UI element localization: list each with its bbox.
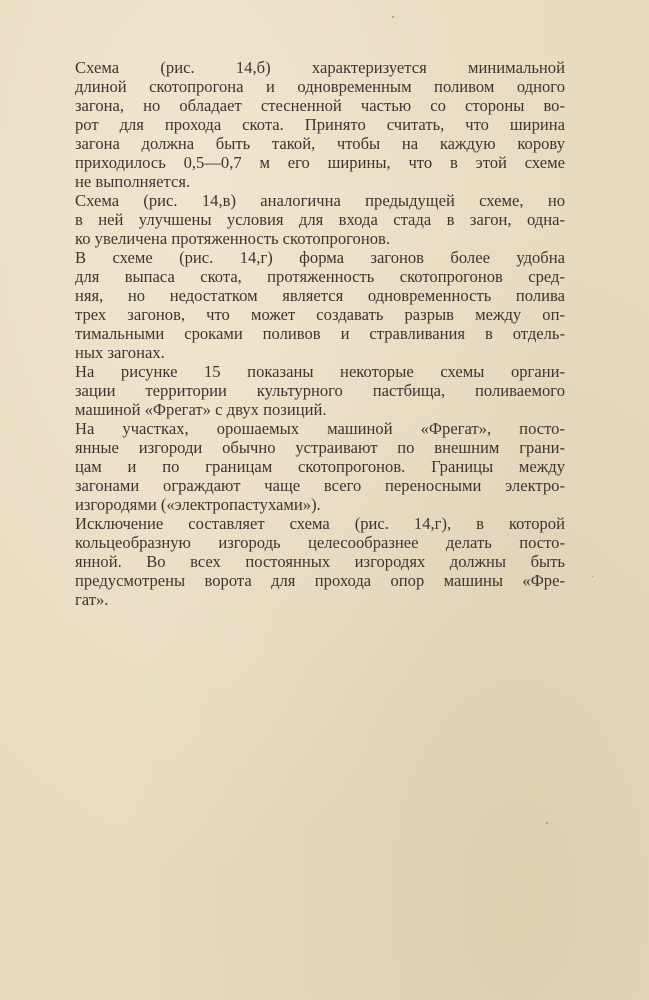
- text-line: Схема (рис. 14,в) аналогична предыдущей схеме, но: [75, 191, 565, 210]
- text-line: загонами ограждают чаще всего переносными электро-: [75, 476, 565, 495]
- paper-speck: [592, 576, 593, 577]
- text-line: ко увеличена протяженность скотопрогонов.: [75, 229, 390, 248]
- text-line: Исключение составляет схема (рис. 14,г), в которой: [75, 514, 565, 533]
- text-line: кольцеобразную изгородь целесообразнее делать посто-: [75, 533, 565, 552]
- text-line: На участках, орошаемых машиной «Фрегат», посто-: [75, 419, 565, 438]
- paragraph: [75, 58, 565, 191]
- paragraph: [75, 514, 565, 609]
- text-line: для выпаса скота, протяженность скотопрогонов сред-: [75, 267, 565, 286]
- text-line: гат».: [75, 590, 109, 609]
- text-line: няя, но недостатком является одновременность полива: [75, 286, 565, 305]
- text-line: длиной скотопрогона и одновременным поливом одного: [75, 77, 565, 96]
- text-line: изгородями («электропастухами»).: [75, 495, 321, 514]
- text-line: тимальными сроками поливов и стравливания в отдель-: [75, 324, 565, 343]
- text-line: На рисунке 15 показаны некоторые схемы органи-: [75, 362, 565, 381]
- text-line: зации территории культурного пастбища, поливаемого: [75, 381, 565, 400]
- paper-speck: [392, 16, 394, 18]
- text-line: В схеме (рис. 14,г) форма загонов более удобна: [75, 248, 565, 267]
- text-line: цам и по границам скотопрогонов. Границы между: [75, 457, 565, 476]
- text-line: янные изгороди обычно устраивают по внешним грани-: [75, 438, 565, 457]
- paragraph: [75, 248, 565, 362]
- text-line: трех загонов, что может создавать разрыв между оп-: [75, 305, 565, 324]
- text-line: загона, но обладает стесненной частью со стороны во-: [75, 96, 565, 115]
- text-line: рот для прохода скота. Принято считать, что ширина: [75, 115, 565, 134]
- body-text: [75, 58, 565, 609]
- text-line: ных загонах.: [75, 343, 165, 362]
- text-line: в ней улучшены условия для входа стада в загон, одна-: [75, 210, 565, 229]
- text-line: приходилось 0,5—0,7 м его ширины, что в этой схеме: [75, 153, 565, 172]
- paragraph: [75, 362, 565, 419]
- text-line: загона должна быть такой, чтобы на каждую корову: [75, 134, 565, 153]
- paragraph: [75, 419, 565, 514]
- paragraph: [75, 191, 565, 248]
- text-line: Схема (рис. 14,б) характеризуется минимальной: [75, 58, 565, 77]
- text-line: предусмотрены ворота для прохода опор машины «Фре-: [75, 571, 565, 590]
- text-line: машиной «Фрегат» с двух позиций.: [75, 400, 327, 419]
- paper-speck: [546, 822, 548, 824]
- text-line: янной. Во всех постоянных изгородях должны быть: [75, 552, 565, 571]
- text-line: не выполняется.: [75, 172, 191, 191]
